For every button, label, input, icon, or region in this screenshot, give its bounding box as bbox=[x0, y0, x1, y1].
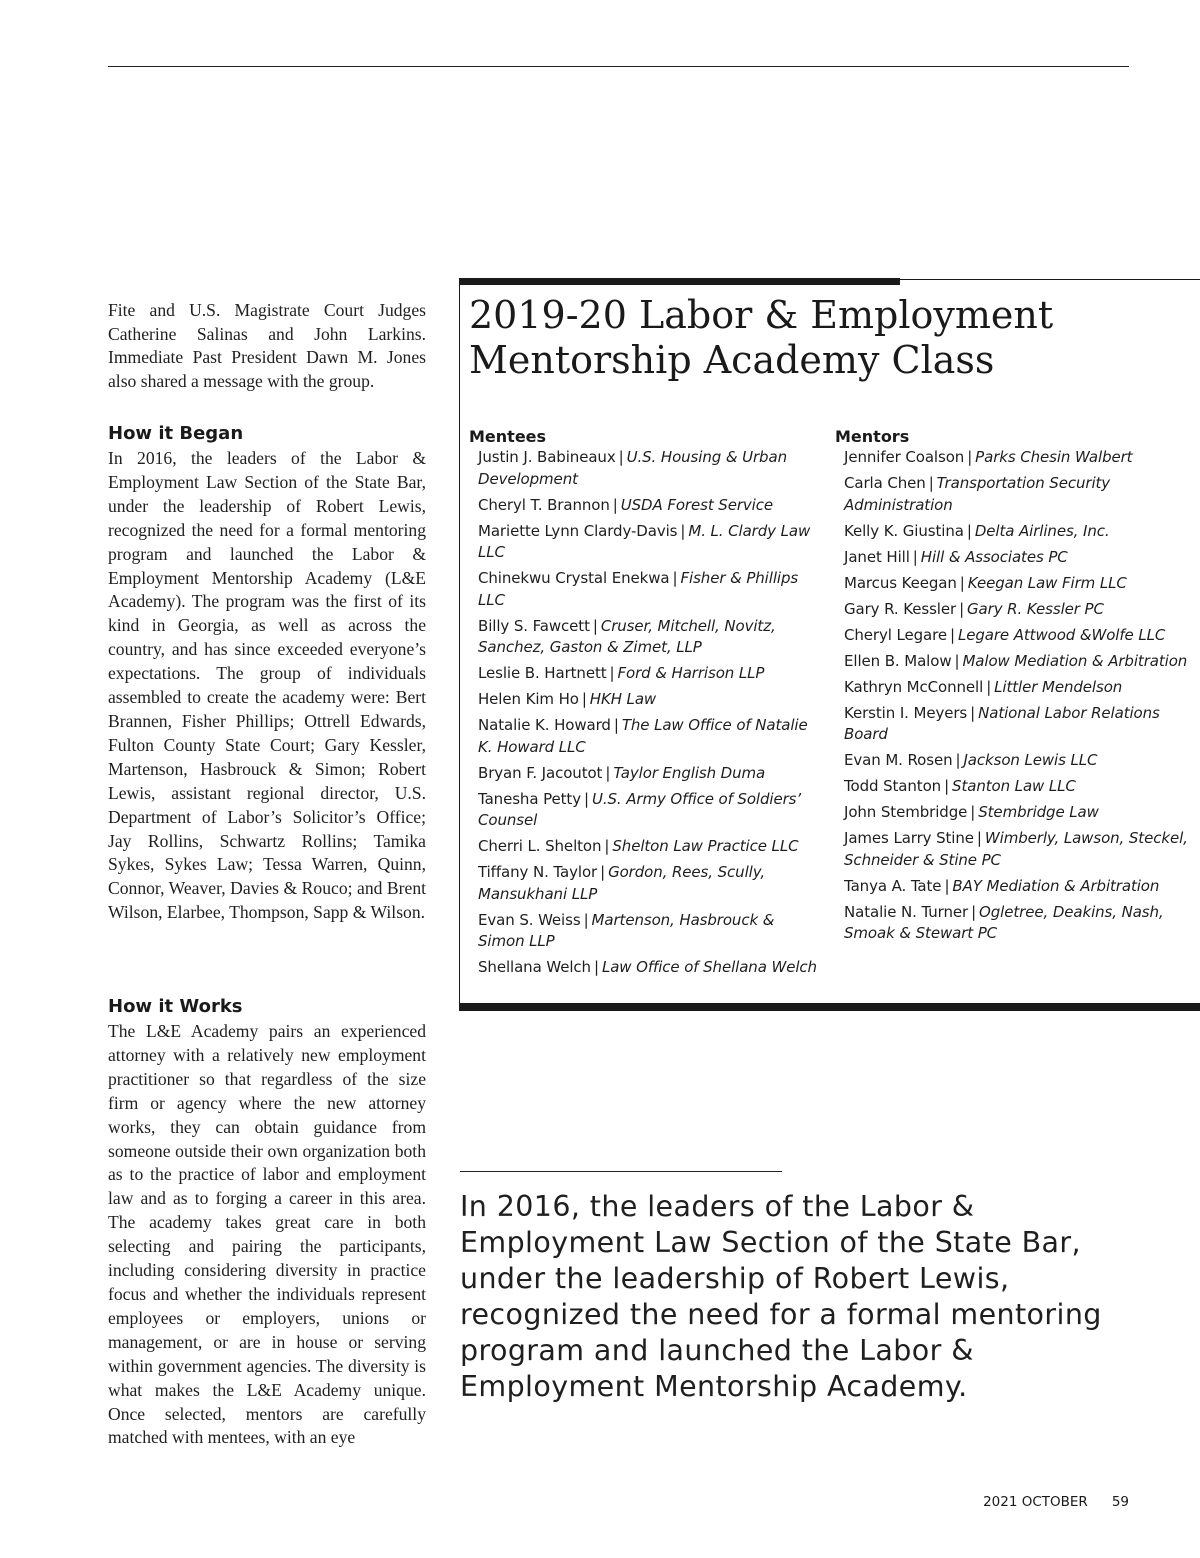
mentor-name: Carla Chen bbox=[844, 474, 926, 492]
mentee-list-item bbox=[478, 521, 819, 564]
separator: | bbox=[959, 573, 965, 592]
mentor-organization: Stanton Law LLC bbox=[952, 777, 1076, 795]
mentor-list-item bbox=[844, 521, 1200, 543]
mentee-organization: HKH Law bbox=[589, 690, 657, 708]
mentor-name: Ellen B. Malow bbox=[844, 651, 952, 670]
issue-label: 2021 OCTOBER bbox=[983, 1494, 1088, 1510]
mentor-organization: Hill & Associates PC bbox=[920, 547, 1068, 566]
separator: | bbox=[971, 902, 977, 921]
title-line-2: Mentorship Academy Class bbox=[469, 338, 995, 382]
mentor-name: Janet Hill bbox=[844, 547, 910, 566]
mentor-list-item bbox=[844, 677, 1200, 699]
mentee-list-item bbox=[478, 495, 819, 517]
mentor-organization: Parks Chesin Walbert bbox=[975, 448, 1133, 466]
mentor-organization: Delta Airlines, Inc. bbox=[974, 521, 1110, 540]
mentee-name: Billy S. Fawcett bbox=[478, 616, 590, 635]
mentor-list-item bbox=[844, 703, 1200, 746]
separator: | bbox=[613, 716, 619, 734]
separator: | bbox=[581, 690, 587, 708]
box-left-rule bbox=[459, 279, 460, 1003]
separator: | bbox=[672, 569, 678, 587]
mentee-organization: Fisher & Phillips LLC bbox=[478, 569, 799, 609]
mentee-list-item bbox=[478, 616, 819, 659]
mentee-name: Shellana Welch bbox=[478, 958, 591, 976]
mentor-name: Jennifer Coalson bbox=[844, 448, 965, 466]
box-top-rule-thick bbox=[459, 278, 900, 285]
separator: | bbox=[604, 837, 610, 855]
mentors-list bbox=[835, 447, 1200, 945]
mentee-name: Natalie K. Howard bbox=[478, 716, 611, 734]
mentee-organization: U.S. Housing & Urban Development bbox=[478, 448, 787, 488]
mentee-list-item bbox=[478, 689, 819, 711]
separator: | bbox=[970, 703, 976, 722]
mentor-organization: Littler Mendelson bbox=[994, 677, 1123, 696]
mentee-list-item bbox=[478, 763, 819, 785]
section-how-it-works bbox=[108, 994, 426, 1450]
section-body: In 2016, the leaders of the Labor & Employment Law Section of the State Bar, under the leadership of Robert Lewis, recognized the need for a formal mentoring program and launched the Labor & Employment Mentorship Academy (L&E Academy). The program was the first of its kind in Georgia, as well as across the country, and has since exceeded everyone’s expectations. The group of individuals assembled to create the academy were: Bert Brannen, Fisher Phillips; Ottrell Edwards, Fulton County State Court; Gary Kessler, Martenson, Hasbrouck & Simon; Robert Lewis, assistant regional director, U.S. Department of Labor’s Solicitor’s Office; Jay Rollins, Schwartz Rollins; Tamika Sykes, Sykes Law; Tessa Warren, Quinn, Connor, Weaver, Davies & Rouco; and Brent Wilson, Elarbee, Thompson, Sapp & Wilson. bbox=[108, 448, 426, 923]
mentor-name: Kathryn McConnell bbox=[844, 677, 984, 696]
separator: | bbox=[944, 777, 950, 795]
mentee-list-item bbox=[478, 663, 819, 685]
mentee-name: Tiffany N. Taylor bbox=[478, 863, 598, 881]
mentor-organization: Wimberly, Lawson, Steckel, Schneider & Stine PC bbox=[844, 829, 1188, 869]
page-number: 59 bbox=[1111, 1494, 1129, 1510]
separator: | bbox=[944, 876, 950, 895]
mentors-column bbox=[835, 427, 1200, 949]
mentor-list-item bbox=[844, 902, 1200, 945]
mentor-organization: Keegan Law Firm LLC bbox=[967, 573, 1127, 592]
section-heading: How it Began bbox=[108, 423, 244, 444]
mentor-organization: Malow Mediation & Arbitration bbox=[962, 651, 1188, 670]
mentor-name: Marcus Keegan bbox=[844, 573, 957, 592]
mentor-list-item bbox=[844, 599, 1200, 621]
separator: | bbox=[612, 495, 618, 514]
mentee-list-item bbox=[478, 910, 819, 953]
mentor-list-item bbox=[844, 625, 1200, 647]
mentee-name: Justin J. Babineaux bbox=[478, 448, 616, 466]
mentee-name: Cherri L. Shelton bbox=[478, 837, 602, 855]
pull-quote-rule bbox=[460, 1171, 782, 1172]
mentor-name: Cheryl Legare bbox=[844, 625, 947, 644]
box-top-rule-thin bbox=[900, 279, 1200, 280]
mentor-organization: Stembridge Law bbox=[978, 803, 1099, 821]
mentees-heading: Mentees bbox=[469, 427, 547, 446]
mentee-list-item bbox=[478, 862, 819, 905]
mentor-name: Natalie N. Turner bbox=[844, 902, 969, 921]
separator: | bbox=[950, 625, 955, 644]
mentor-name: John Stembridge bbox=[844, 803, 968, 821]
section-how-it-began bbox=[108, 421, 426, 925]
mentor-list-item bbox=[844, 776, 1200, 798]
mentees-list bbox=[469, 447, 819, 979]
mentee-list-item bbox=[478, 447, 819, 490]
mentee-name: Chinekwu Crystal Enekwa bbox=[478, 569, 670, 587]
mentor-organization: Ogletree, Deakins, Nash, Smoak & Stewart PC bbox=[844, 902, 1164, 942]
class-box-title bbox=[469, 293, 1189, 383]
mentee-organization: Ford & Harrison LLP bbox=[617, 664, 765, 682]
mentor-list-item bbox=[844, 573, 1200, 595]
separator: | bbox=[680, 521, 686, 540]
mentee-list-item bbox=[478, 789, 819, 832]
separator: | bbox=[593, 958, 599, 976]
separator: | bbox=[609, 664, 615, 682]
mentor-name: Evan M. Rosen bbox=[844, 751, 953, 769]
mentors-heading: Mentors bbox=[835, 427, 910, 446]
separator: | bbox=[618, 448, 624, 466]
mentor-list-item bbox=[844, 802, 1200, 824]
mentor-organization: Jackson Lewis LLC bbox=[963, 751, 1098, 769]
separator: | bbox=[600, 863, 606, 881]
mentor-list-item bbox=[844, 447, 1200, 469]
mentor-list-item bbox=[844, 651, 1200, 673]
separator: | bbox=[966, 521, 972, 540]
mentee-name: Leslie B. Hartnett bbox=[478, 664, 607, 682]
mentee-organization: The Law Office of Natalie K. Howard LLC bbox=[478, 716, 808, 756]
pull-quote: In 2016, the leaders of the Labor & Employment Law Section of the State Bar, under the leadership of Robert Lewis, recognized the need for a formal mentoring program and launched the Labor & Employment Mentorship Academy. bbox=[460, 1190, 1102, 1403]
mentee-organization: U.S. Army Office of Soldiers’ Counsel bbox=[478, 789, 802, 829]
mentor-name: Kelly K. Giustina bbox=[844, 521, 964, 540]
mentee-name: Tanesha Petty bbox=[478, 789, 581, 808]
mentor-name: Todd Stanton bbox=[844, 777, 942, 795]
separator: | bbox=[592, 616, 598, 635]
separator: | bbox=[986, 677, 992, 696]
separator: | bbox=[954, 651, 960, 670]
box-bottom-rule bbox=[459, 1003, 1200, 1011]
mentor-name: Gary R. Kessler bbox=[844, 599, 957, 618]
separator: | bbox=[959, 599, 965, 618]
mentee-organization: Shelton Law Practice LLC bbox=[612, 837, 799, 855]
page-footer bbox=[983, 1494, 1129, 1510]
mentee-name: Evan S. Weiss bbox=[478, 910, 581, 929]
separator: | bbox=[967, 448, 973, 466]
intro-paragraph: Fite and U.S. Magistrate Court Judges Catherine Salinas and John Larkins. Immediate Past President Dawn M. Jones also shared a message with the group. bbox=[108, 299, 426, 392]
mentor-organization: Gary R. Kessler PC bbox=[967, 599, 1104, 618]
mentees-column bbox=[469, 427, 819, 983]
mentor-list-item bbox=[844, 876, 1200, 898]
mentee-name: Cheryl T. Brannon bbox=[478, 495, 610, 514]
separator: | bbox=[955, 751, 961, 769]
mentor-list-item bbox=[844, 828, 1200, 871]
mentee-list-item bbox=[478, 836, 819, 858]
separator: | bbox=[970, 803, 976, 821]
section-body: The L&E Academy pairs an experienced attorney with a relatively new employment practitioner so that regardless of the size firm or agency where the new attorney works, they can obtain guidance from someone outside their own organization both as to the practice of labor and employment law and as to forging a career in this area. The academy takes great care in both selecting and pairing the participants, including considering diversity in practice focus and whether the individuals represent employees or employers, unions or management, or are in house or serving within government agencies. The diversity is what makes the L&E Academy unique. Once selected, mentors are carefully matched with mentees, with an eye bbox=[108, 1021, 426, 1448]
mentee-name: Helen Kim Ho bbox=[478, 690, 579, 708]
mentee-organization: M. L. Clardy Law LLC bbox=[478, 521, 811, 561]
mentor-list-item bbox=[844, 750, 1200, 772]
mentee-list-item bbox=[478, 957, 819, 979]
mentee-list-item bbox=[478, 715, 819, 758]
separator: | bbox=[912, 547, 918, 566]
mentor-organization: Transportation Security Administration bbox=[844, 474, 1111, 514]
mentor-organization: National Labor Relations Board bbox=[844, 703, 1160, 743]
separator: | bbox=[976, 829, 982, 847]
mentor-name: James Larry Stine bbox=[844, 829, 974, 847]
mentor-organization: Legare Attwood &Wolfe LLC bbox=[957, 625, 1166, 644]
mentee-organization: Martenson, Hasbrouck & Simon LLP bbox=[478, 910, 775, 950]
mentee-list-item bbox=[478, 568, 819, 611]
separator: | bbox=[605, 763, 611, 782]
title-line-1: 2019-20 Labor & Employment bbox=[469, 293, 1054, 337]
separator: | bbox=[928, 474, 934, 492]
top-rule bbox=[108, 66, 1129, 67]
section-heading: How it Works bbox=[108, 996, 243, 1017]
mentor-list-item bbox=[844, 473, 1200, 516]
mentor-list-item bbox=[844, 547, 1200, 569]
mentee-name: Mariette Lynn Clardy-Davis bbox=[478, 521, 678, 540]
mentor-name: Tanya A. Tate bbox=[844, 876, 942, 895]
mentee-organization: Law Office of Shellana Welch bbox=[601, 958, 817, 976]
mentee-organization: Taylor English Duma bbox=[613, 763, 766, 782]
separator: | bbox=[583, 910, 589, 929]
mentee-organization: Gordon, Rees, Scully, Mansukhani LLP bbox=[478, 863, 765, 903]
mentor-name: Kerstin I. Meyers bbox=[844, 703, 968, 722]
separator: | bbox=[583, 789, 589, 808]
mentor-organization: BAY Mediation & Arbitration bbox=[952, 876, 1160, 895]
mentee-organization: Cruser, Mitchell, Novitz, Sanchez, Gaston & Zimet, LLP bbox=[478, 616, 776, 656]
mentee-organization: USDA Forest Service bbox=[620, 495, 774, 514]
mentee-name: Bryan F. Jacoutot bbox=[478, 763, 603, 782]
